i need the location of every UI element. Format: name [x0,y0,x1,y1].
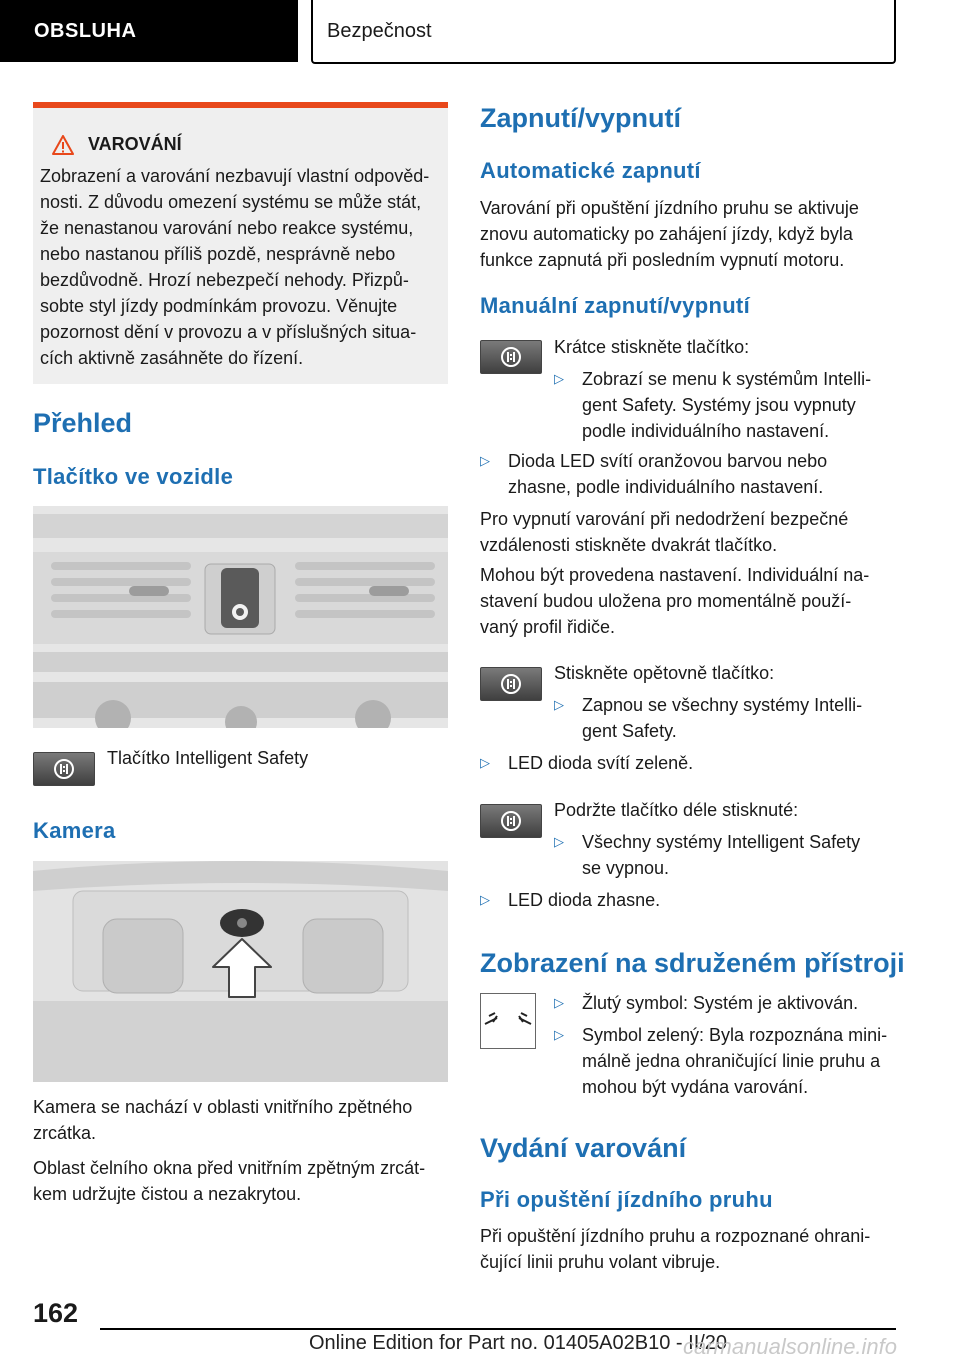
bullet-triangle-icon: ▷ [480,453,490,468]
camera-paragraph-2: Oblast čelního okna před vnitřním zpětným zrcát- kem udržujte čistou a nezakrytou. [33,1158,426,1204]
heading-on-off: Zapnutí/vypnutí [480,103,681,133]
bullet-triangle-icon: ▷ [554,371,564,386]
warning-triangle-icon [52,135,74,155]
list-item: ▷ LED dioda zhasne. [480,887,896,913]
warning-box [33,102,448,384]
button-caption: Tlačítko Intelligent Safety [107,748,309,768]
intelligent-safety-button-icon [480,804,542,838]
page-number: 162 [33,1298,79,1328]
heading-button-in-vehicle: Tlačítko ve vozidle [33,464,234,489]
step-short-press: Krátce stiskněte tlačítko: [554,337,750,357]
bullet-triangle-icon: ▷ [480,755,490,770]
camera-photo [33,861,448,1082]
settings-text: Mohou být provedena nastavení. Individuální na- stavení budou uložena pro momentálně použí- vaný profil řidiče. [480,565,870,637]
heading-manual: Manuální zapnutí/vypnutí [480,293,750,318]
heading-camera: Kamera [33,818,116,843]
leaving-lane-text: Při opuštění jízdního pruhu a rozpoznané ohrani- čující linii pruhu volant vibruje. [480,1226,871,1272]
heading-instrument-display: Zobrazení na sdruženém přístroji [480,948,905,978]
step-hold: Podržte tlačítko déle stisknuté: [554,800,799,820]
distance-warning-text: Pro vypnutí varování při nedodržení bezpečné vzdálenosti stiskněte dvakrát tlačítko. [480,509,849,555]
heading-leaving-lane: Při opuštění jízdního pruhu [480,1187,773,1212]
intelligent-safety-button-icon [33,752,95,786]
bullet-triangle-icon: ▷ [554,995,564,1010]
watermark: carmanualsonline.info [683,1334,898,1359]
chapter-title: Bezpečnost [311,0,896,64]
camera-paragraph-1: Kamera se nachází v oblasti vnitřního zpětného zrcátka. [33,1097,413,1143]
heading-automatic: Automatické zapnutí [480,158,701,183]
intelligent-safety-button-icon [480,340,542,374]
list-item: ▷ Žlutý symbol: Systém je aktivován. [554,990,896,1016]
warning-title: VAROVÁNÍ [88,134,182,154]
list-item: ▷ Dioda LED svítí oranžovou barvou nebo zhasne, podle individuálního nastavení. [480,448,896,500]
list-item: ▷ LED dioda svítí zeleně. [480,750,896,776]
dashboard-button-photo [33,506,448,728]
heading-warning-output: Vydání varování [480,1133,687,1163]
automatic-text: Varování při opuštění jízdního pruhu se aktivuje znovu automaticky po zahájení jízdy, když byla funkce zapnutá při posledním vypnutí motoru. [480,198,859,270]
bullet-triangle-icon: ▷ [554,834,564,849]
bullet-triangle-icon: ▷ [480,892,490,907]
list-item: ▷ Zobrazí se menu k systémům Intelli- gent Safety. Systémy jsou vypnuty podle individuálního nastavení. [554,366,896,444]
step-press-again: Stiskněte opětovně tlačítko: [554,663,775,683]
warning-text: Zobrazení a varování nezbavují vlastní odpověd- nosti. Z důvodu omezení systému se může stát, že nenastanou varování nebo reakce systému, nebo nastanou příliš pozdě, nesprávně nebo bezdůvodně. Hrozí nebezpečí nehody. Přizpů- sobte styl jízdy podmínkám provozu. Věnujte pozornost dění v provozu a v příslušných situa- cích aktivně zasáhněte do řízení. [40,166,430,368]
list-item: ▷ Všechny systémy Intelligent Safety se vypnou. [554,829,896,881]
bullet-triangle-icon: ▷ [554,1027,564,1042]
footer-divider [100,1328,896,1330]
heading-overview: Přehled [33,408,133,438]
footer-edition: Online Edition for Part no. 01405A02B10 - II/20 [309,1332,728,1354]
section-tab: OBSLUHA [0,0,298,62]
list-item: ▷ Symbol zelený: Byla rozpoznána mini- málně jedna ohraničující linie pruhu a mohou být vydána varování. [554,1022,896,1100]
bullet-triangle-icon: ▷ [554,697,564,712]
intelligent-safety-button-icon [480,667,542,701]
list-item: ▷ Zapnou se všechny systémy Intelli- gent Safety. [554,692,896,744]
lane-departure-icon [480,993,536,1049]
